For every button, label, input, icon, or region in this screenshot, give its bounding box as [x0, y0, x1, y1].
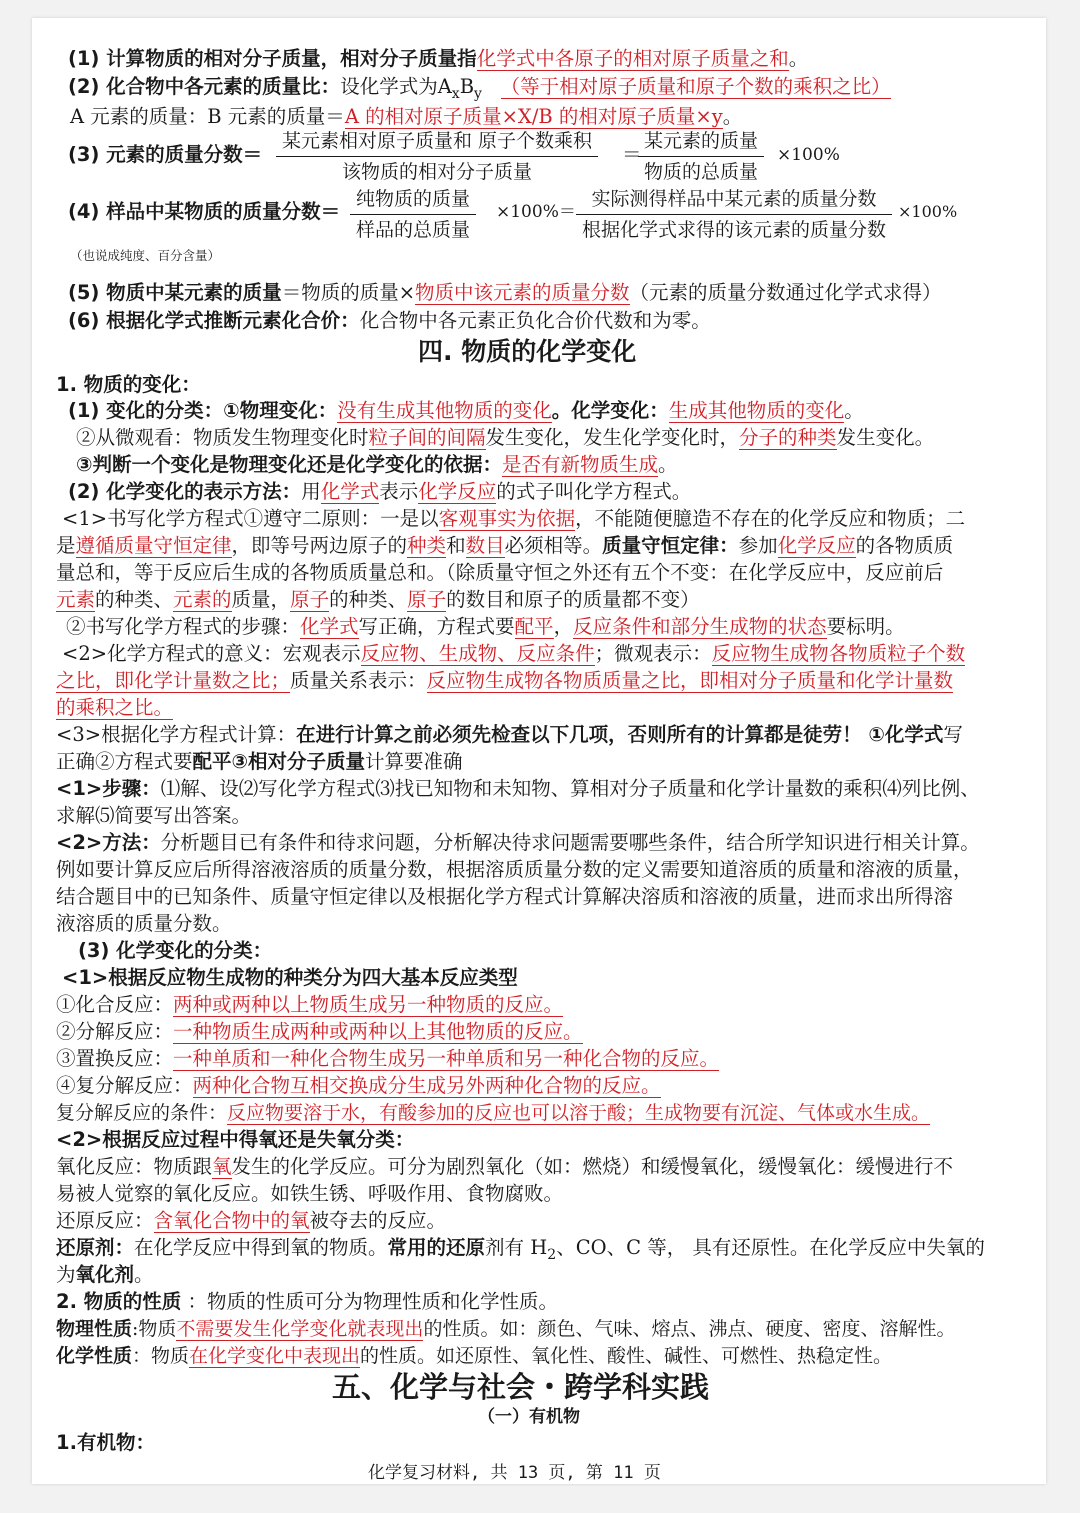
heading-changes: 1. 物质的变化：: [56, 373, 201, 396]
heading-four-types: <1>根据反应物生成物的种类分为四大基本反应类型: [62, 966, 518, 989]
line-chemical-property: 化学性质：物质在化学变化中表现出的性质。如还原性、氧化性、酸性、碱性、可燃性、热稳定性。: [56, 1345, 893, 1367]
line-change-types: (1) 变化的分类：①物理变化：没有生成其他物质的变化。化学变化：生成其他物质的变化。: [68, 399, 864, 422]
line-equation-meaning: <2>化学方程式的意义：宏观表示反应物、生成物、反应条件；微观表示：反应物生成物各物质粒子个数: [62, 642, 966, 665]
section-title-chemical-change: 四. 物质的化学变化: [418, 337, 637, 366]
line-calc-steps: <1>步骤：⑴解、设⑵写化学方程式⑶找已知物和未知物、算相对分子质量和化学计量数的乘积⑷列比例、: [56, 777, 980, 800]
line-combination: ①化合反应：两种或两种以上物质生成另一种物质的反应。: [56, 993, 564, 1016]
sample-fraction-fraction-1: 纯物质的质量 样品的总质量: [350, 186, 476, 243]
line-reducing-agent: 还原剂：在化学反应中得到氧的物质。常用的还原剂有 $H_2$、CO、C 等， 具有还原性。在化学反应中失氧的: [56, 1236, 985, 1263]
line-valence: (6) 根据化学式推断元素化合价：化合物中各元素正负化合价代数和为零。: [68, 309, 711, 332]
line-conservation: 是遵循质量守恒定律，即等号两边原子的种类和数目必须相等。质量守恒定律：参加化学反应的各物质质: [56, 534, 954, 557]
line-double-displacement-condition: 复分解反应的条件：反应物要溶于水，有酸参加的反应也可以溶于酸；生成物要有沉淀、气体或水生成。: [56, 1102, 931, 1124]
sample-fraction-label: (4) 样品中某物质的质量分数＝: [68, 200, 341, 223]
line-element-mass-ratio: (2) 化合物中各元素的质量比：设化学式为$A_xB_y$ （等于相对原子质量和原子个数的乘积之比）: [68, 75, 891, 102]
line-judgement-basis: ③判断一个变化是物理变化还是化学变化的依据：是否有新物质生成。: [76, 453, 678, 476]
line-oxidizing-agent: 为氧化剂。: [56, 1263, 154, 1286]
line-calc-method-2: 例如要计算反应后所得溶液溶质的质量分数，根据溶质质量分数的定义需要知道溶质的质量和溶液的质量，: [56, 858, 973, 881]
line-calc-method-3: 结合题目中的已知条件、质量守恒定律以及根据化学方程式计算解决溶质和溶液的质量，进而求出所得溶: [56, 885, 954, 908]
heading-properties: 2. 物质的性质 ：物质的性质可分为物理性质和化学性质。: [56, 1290, 558, 1313]
line-physical-property: 物理性质:物质不需要发生化学变化就表现出的性质。如：颜色、气味、熔点、沸点、硬度、密度、溶解性。: [56, 1318, 956, 1340]
heading-organic: 1.有机物：: [56, 1431, 155, 1454]
line-calc-method-4: 液溶质的质量分数。: [56, 912, 232, 935]
answer-text: A 的相对原子质量×X/B 的相对原子质量×y: [344, 105, 723, 128]
subsection-title-organic: （一）有机物: [478, 1407, 580, 1427]
purity-note: （也说成纯度、百分含量）: [70, 248, 221, 263]
heading-oxygen-classification: <2>根据反应过程中得氧还是失氧分类：: [56, 1128, 415, 1151]
line-double-displacement: ④复分解反应：两种化合物互相交换成分生成另外两种化合物的反应。: [56, 1074, 661, 1097]
section-title-society: 五、化学与社会・跨学科实践: [332, 1370, 710, 1404]
line-relative-molecular-mass: (1) 计算物质的相对分子质量，相对分子质量指化学式中各原子的相对原子质量之和。: [68, 47, 809, 70]
line-calc-method: <2>方法：分析题目已有条件和待求问题，分析解决待求问题需要哪些条件，结合所学知识进行相关计算。: [56, 831, 980, 854]
line-element-mass: (5) 物质中某元素的质量＝物质的质量×物质中该元素的质量分数（元素的质量分数通过化学式求得）: [68, 281, 942, 304]
heading-change-classification: (3) 化学变化的分类：: [78, 939, 273, 962]
mass-fraction-fraction-2: 某元素的质量 物质的总质量: [638, 128, 764, 185]
item-label: (2) 化合物中各元素的质量比：: [68, 75, 341, 98]
mass-fraction-fraction-1: 某元素相对原子质量和 原子个数乘积 该物质的相对分子质量: [276, 128, 598, 185]
line-decomposition: ②分解反应：一种物质生成两种或两种以上其他物质的反应。: [56, 1020, 583, 1043]
line-equation-meaning-3: 的乘积之比。: [56, 696, 174, 719]
line-calc-check-2: 正确②方程式要配平③相对分子质量计算要准确: [56, 750, 463, 773]
line-equation-principles: <1>书写化学方程式①遵守二原则：一是以客观事实为依据，不能随便臆造不存在的化学反应和物质；二: [62, 507, 966, 530]
line-invariants: 元素的种类、元素的质量，原子的种类、原子的数目和原子的质量都不变）: [56, 588, 700, 611]
line-mass-ratio-formula: A 元素的质量：B 元素的质量＝A 的相对原子质量×X/B 的相对原子质量×y。: [70, 105, 743, 128]
line-equation-steps: ②书写化学方程式的步骤：化学式写正确，方程式要配平，反应条件和部分生成物的状态要标明。: [66, 615, 905, 638]
answer-text: （等于相对原子质量和原子个数的乘积之比）: [500, 75, 891, 98]
document-page: (1) 计算物质的相对分子质量，相对分子质量指化学式中各原子的相对原子质量之和。 (2) 化合物中各元素的质量比：设化学式为$A_xB_y$ （等于相对原子质量和原子个数的乘积之比） A 元素的质量：B 元素的质量＝A 的相对原子质量×X/B 的相对原子质量×y。 (3) 元素的质量分数＝ 某元素相对原子质量和 原子个数乘积 该物质的相对分子质量 ＝ 某元素的质量 物质的总质量 ×100% (4) 样品中某物质的质量分数＝ 纯物质的质量 样品的总质量 ×100%＝ 实际测得样品中某元素的质量分数 根据化学式求得的该元素的质量分数 ×100% （也说成纯度、百分含量） (5) 物质中某元素的质量＝物质的质量×物质中该元素的质量分数（元素的质量分数通过化学式求得） (6) 根据化学式推断元素化合价：化合物中各元素正负化合价代数和为零。 四. 物质的化学变化 1. 物质的变化： (1) 变化的分类：①物理变化：没有生成其他物质的变化。化学变化：生成其他物质的变化。 ②从微观看：物质发生物理变化时粒子间的间隔发生变化，发生化学变化时，分子的种类发生变化。 ③判断一个变化是物理变化还是化学变化的依据：是否有新物质生成。 (2) 化学变化的表示方法：用化学式表示化学反应的式子叫化学方程式。 <1>书写化学方程式①遵守二原则：一是以客观事实为依据，不能随便臆造不存在的化学反应和物质；二 是遵循质量守恒定律，即等号两边原子的种类和数目必须相等。质量守恒定律：参加化学反应的各物质质 量总和，等于反应后生成的各物质质量总和。（除质量守恒之外还有五个不变：在化学反应中，反应前后 元素的种类、元素的质量，原子的种类、原子的数目和原子的质量都不变） ②书写化学方程式的步骤：化学式写正确，方程式要配平，反应条件和部分生成物的状态要标明。 <2>化学方程式的意义：宏观表示反应物、生成物、反应条件；微观表示：反应物生成物各物质粒子个数 之比，即化学计量数之比；质量关系表示：反应物生成物各物质质量之比，即相对分子质量和化学计量数 的乘积之比。 <3>根据化学方程式计算：在进行计算之前必须先检查以下几项，否则所有的计算都是徒劳！ ①化学式写 正确②方程式要配平③相对分子质量计算要准确 <1>步骤：⑴解、设⑵写化学方程式⑶找已知物和未知物、算相对分子质量和化学计量数的乘积⑷列比例、 求解⑸简要写出答案。 <2>方法：分析题目已有条件和待求问题，分析解决待求问题需要哪些条件，结合所学知识进行相关计算。 例如要计算反应后所得溶液溶质的质量分数，根据溶质质量分数的定义需要知道溶质的质量和溶液的质量， 结合题目中的已知条件、质量守恒定律以及根据化学方程式计算解决溶质和溶液的质量，进而求出所得溶 液溶质的质量分数。 (3) 化学变化的分类： <1>根据反应物生成物的种类分为四大基本反应类型 ①化合反应：两种或两种以上物质生成另一种物质的反应。 ②分解反应：一种物质生成两种或两种以上其他物质的反应。 ③置换反应：一种单质和一种化合物生成另一种单质和另一种化合物的反应。 ④复分解反应：两种化合物互相交换成分生成另外两种化合物的反应。 复分解反应的条件：反应物要溶于水，有酸参加的反应也可以溶于酸；生成物要有沉淀、气体或水生成。 <2>根据反应过程中得氧还是失氧分类： 氧化反应：物质跟氧发生的化学反应。可分为剧烈氧化（如：燃烧）和缓慢氧化，缓慢氧化：缓慢进行不 易被人觉察的氧化反应。如铁生锈、呼吸作用、食物腐败。 还原反应：含氧化合物中的氧被夺去的反应。 还原剂：在化学反应中得到氧的物质。常用的还原剂有 $H_2$、CO、C 等， 具有还原性。在化学反应中失氧的 为氧化剂。 2. 物质的性质 ：物质的性质可分为物理性质和化学性质。 物理性质:物质不需要发生化学变化就表现出的性质。如：颜色、气味、熔点、沸点、硬度、密度、溶解性。 化学性质：物质在化学变化中表现出的性质。如还原性、氧化性、酸性、碱性、可燃性、热稳定性。 五、化学与社会・跨学科实践 （一）有机物 1.有机物： 化学复习材料, 共 13 页, 第 11 页: [32, 18, 1046, 1484]
item-label: (1) 计算物质的相对分子质量，相对分子质量指: [68, 47, 477, 70]
sample-fraction-fraction-2: 实际测得样品中某元素的质量分数 根据化学式求得的该元素的质量分数: [576, 186, 892, 243]
line-oxidation: 氧化反应：物质跟氧发生的化学反应。可分为剧烈氧化（如：燃烧）和缓慢氧化，缓慢氧化：缓慢进行不: [56, 1155, 954, 1178]
line-conservation-2: 量总和，等于反应后生成的各物质质量总和。（除质量守恒之外还有五个不变：在化学反应中，反应前后: [56, 561, 944, 584]
line-calc-check: <3>根据化学方程式计算：在进行计算之前必须先检查以下几项，否则所有的计算都是徒劳！ ①化学式写: [56, 723, 963, 746]
line-equation-meaning-2: 之比，即化学计量数之比；质量关系表示：反应物生成物各物质质量之比，即相对分子质量和化学计量数: [56, 669, 954, 692]
line-representation: (2) 化学变化的表示方法：用化学式表示化学反应的式子叫化学方程式。: [68, 480, 692, 503]
mass-fraction-label: (3) 元素的质量分数＝: [68, 143, 263, 166]
line-reduction: 还原反应：含氧化合物中的氧被夺去的反应。: [56, 1209, 447, 1232]
page-footer: 化学复习材料, 共 13 页, 第 11 页: [368, 1463, 661, 1483]
line-calc-steps-2: 求解⑸简要写出答案。: [56, 804, 252, 827]
line-micro-view: ②从微观看：物质发生物理变化时粒子间的间隔发生变化，发生化学变化时，分子的种类发生变化。: [76, 426, 935, 449]
line-displacement: ③置换反应：一种单质和一种化合物生成另一种单质和另一种化合物的反应。: [56, 1047, 720, 1070]
line-oxidation-2: 易被人觉察的氧化反应。如铁生锈、呼吸作用、食物腐败。: [56, 1182, 564, 1205]
answer-text: 物质中该元素的质量分数: [415, 281, 630, 304]
answer-text: 化学式中各原子的相对原子质量之和: [476, 47, 789, 70]
